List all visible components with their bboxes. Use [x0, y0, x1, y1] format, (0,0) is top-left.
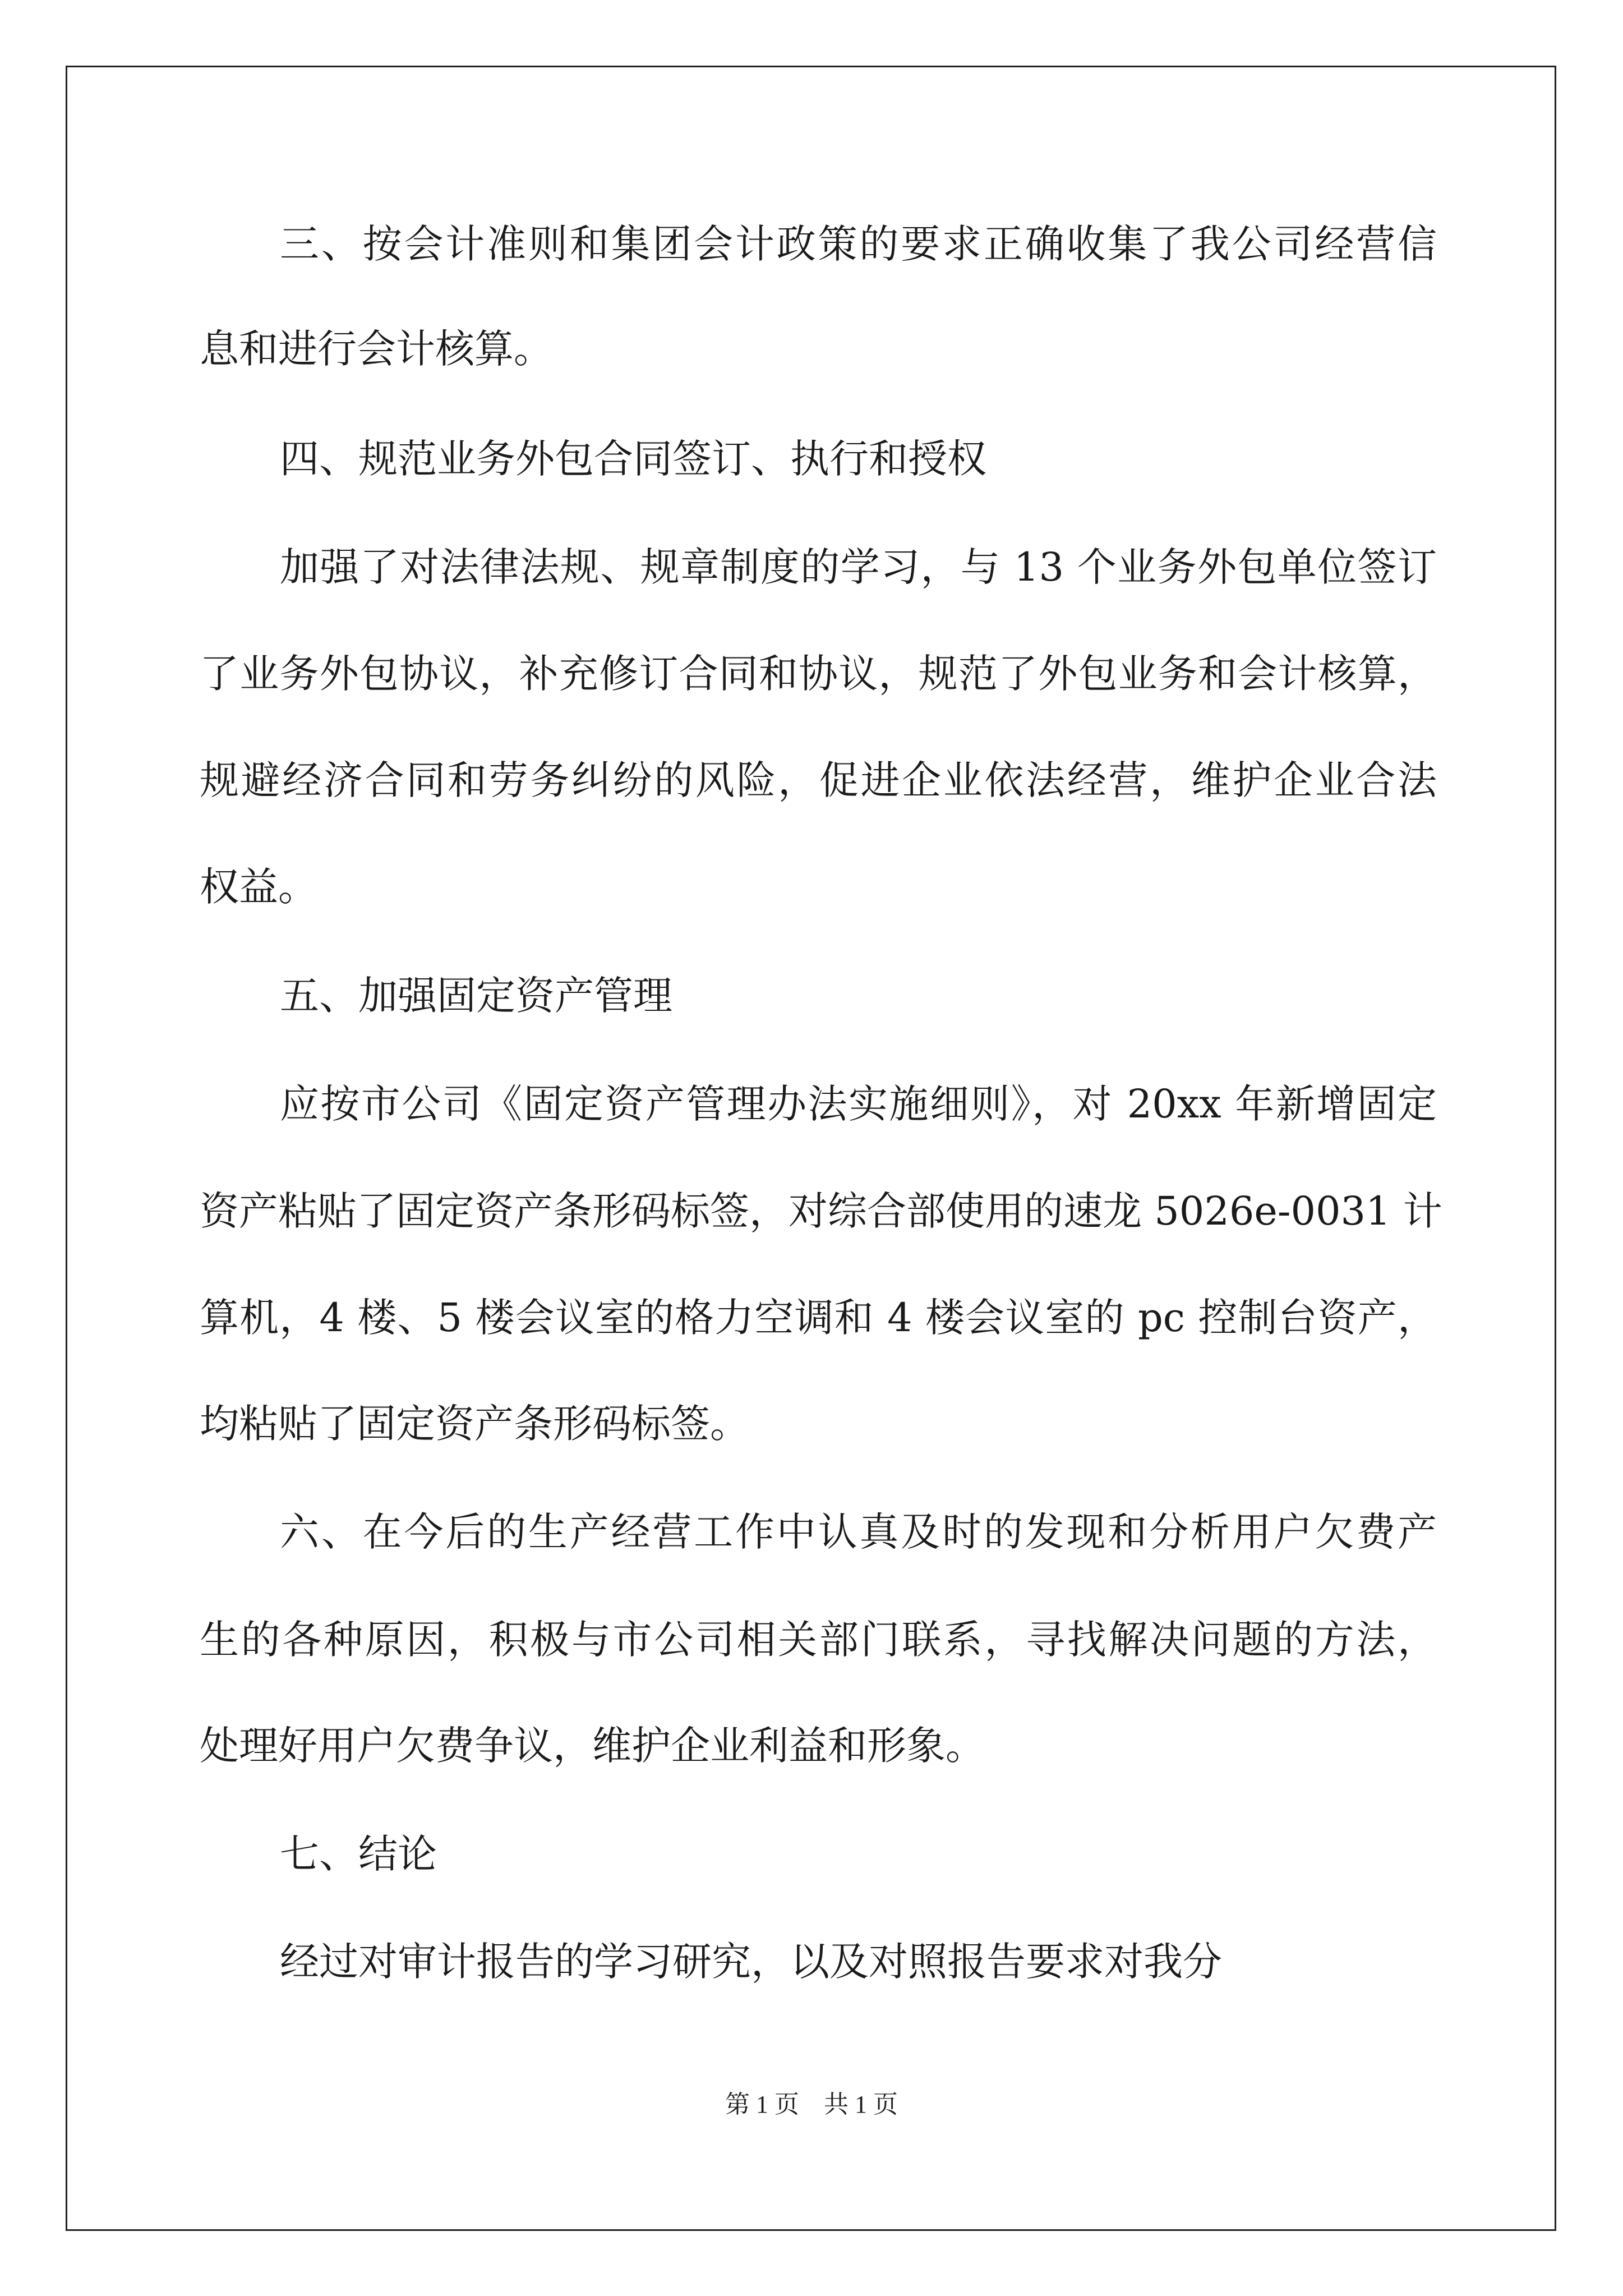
- paragraph-line: 六、在今后的生产经营工作中认真及时的发现和分析用户欠费产: [280, 1509, 1437, 1555]
- paragraph-line: 处理好用户欠费争议，维护企业利益和形象。: [200, 1723, 985, 1769]
- paragraph-line: 算机，4 楼、5 楼会议室的格力空调和 4 楼会议室的 pc 控制台资产，: [200, 1295, 1437, 1341]
- section-heading: 七、结论: [280, 1831, 437, 1877]
- paragraph-line: 了业务外包协议，补充修订合同和协议，规范了外包业务和会计核算，: [200, 651, 1437, 697]
- section-heading: 五、加强固定资产管理: [280, 973, 672, 1019]
- paragraph-line: 权益。: [200, 864, 317, 910]
- page-number-footer: 第 1 页 共 1 页: [725, 2091, 898, 2118]
- paragraph-line: 三、按会计准则和集团会计政策的要求正确收集了我公司经营信: [280, 221, 1437, 267]
- paragraph-line: 生的各种原因，积极与市公司相关部门联系，寻找解决问题的方法，: [200, 1617, 1437, 1663]
- paragraph-line: 资产粘贴了固定资产条形码标签，对综合部使用的速龙 5026e-0031 计: [200, 1188, 1442, 1234]
- paragraph-line: 均粘贴了固定资产条形码标签。: [200, 1401, 749, 1447]
- section-heading: 四、规范业务外包合同签订、执行和授权: [280, 436, 986, 482]
- paragraph-line: 经过对审计报告的学习研究，以及对照报告要求对我分: [280, 1939, 1222, 1985]
- paragraph-line: 息和进行会计核算。: [200, 326, 553, 372]
- paragraph-line: 规避经济合同和劳务纠纷的风险，促进企业依法经营，维护企业合法: [200, 757, 1437, 803]
- paragraph-line: 应按市公司《固定资产管理办法实施细则》，对 20xx 年新增固定: [280, 1081, 1437, 1127]
- paragraph-line: 加强了对法律法规、规章制度的学习，与 13 个业务外包单位签订: [280, 544, 1437, 590]
- page-border: [66, 66, 1556, 2231]
